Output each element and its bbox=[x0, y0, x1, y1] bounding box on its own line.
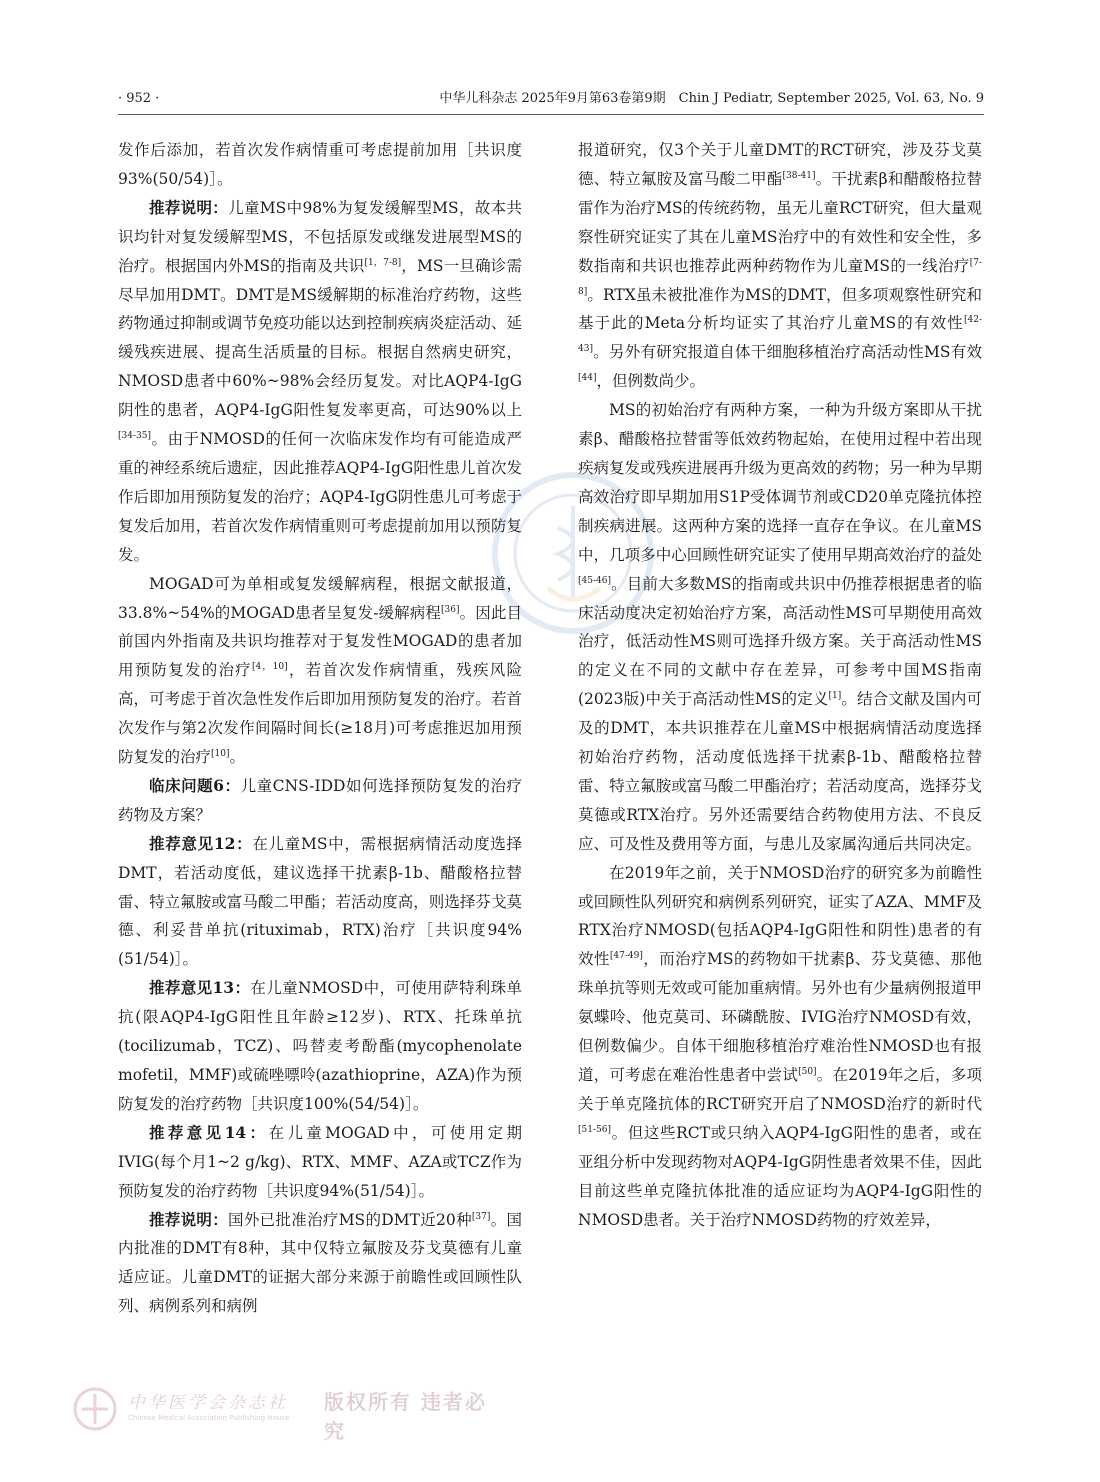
journal-citation: 中华儿科杂志 2025年9月第63卷第9期 Chin J Pediatr, September 2025, Vol. 63, No. 9 bbox=[439, 91, 984, 106]
bold-lead: 推荐意见12： bbox=[149, 833, 253, 853]
paragraph-text: 。结合文献及国内可及的DMT，本共识推荐在儿童MS中根据病情活动度选择初始治疗药物，活动度低选择干扰素β-1b、醋酸格拉替雷、特立氟胺或富马酸二甲酯治疗；若活动度高，选择芬戈莫德或RTX治疗。另外还需要结合药物使用方法、不良反应、可及性及费用等方面，与患儿及家属沟通后共同决定。 bbox=[578, 690, 982, 853]
paragraph bbox=[118, 194, 522, 570]
paragraph-text: 在儿童NMOSD中，可使用萨特利珠单抗(限AQP4-IgG阳性且年龄≥12岁)、RTX、托珠单抗(tocilizumab，TCZ)、吗替麦考酚酯(mycophenolate mofetil，MMF)或硫唑嘌呤(azathioprine，AZA)作为预防复发的治疗药物［共识度100%(54/54)］。 bbox=[118, 979, 522, 1113]
paragraph bbox=[578, 859, 982, 1235]
paragraph-text: 发作后添加，若首次发作病情重可考虑提前加用［共识度93%(50/54)］。 bbox=[118, 141, 522, 188]
paragraph-text: ，但例数尚少。 bbox=[596, 372, 705, 391]
paragraph-text: 。另外有研究报道自体干细胞移植治疗高活动性MS有效 bbox=[592, 343, 982, 362]
paragraph-text: MOGAD可为单相或复发缓解病程，根据文献报道，33.8%~54%的MOGAD患者呈复发-缓解病程 bbox=[118, 574, 522, 622]
publisher-watermark bbox=[70, 1384, 490, 1444]
bold-lead: 推荐意见14： bbox=[149, 1122, 269, 1142]
paragraph-text: 。由于NMOSD的任何一次临床发作均有可能造成严重的神经系统后遗症，因此推荐AQP4-IgG阳性患儿首次发作后即加用预防复发的治疗；AQP4-IgG阴性患儿可考虑于复发后加用，若首次发作病情重则可考虑提前加用以预防复发。 bbox=[118, 430, 522, 564]
citation-ref: [10] bbox=[211, 749, 230, 760]
paragraph bbox=[578, 136, 982, 396]
publisher-name-en: Chinese Medical Association Publishing House bbox=[128, 1414, 290, 1422]
citation-ref: [45-46] bbox=[578, 575, 611, 586]
citation-ref: [50] bbox=[798, 1067, 817, 1077]
paragraph bbox=[118, 1206, 522, 1322]
paragraph-text: 。干扰素β和醋酸格拉替雷作为治疗MS的传统药物，虽无儿童RCT研究，但大量观察性研究证实了其在儿童MS治疗中的有效性和安全性，多数指南和共识也推荐此两种药物作为儿童MS的一线治疗 bbox=[578, 169, 982, 275]
paragraph bbox=[118, 830, 522, 975]
paragraph-text: 国外已批准治疗MS的DMT近20种 bbox=[228, 1210, 472, 1229]
citation-ref: [38-41] bbox=[782, 170, 816, 181]
paragraph bbox=[118, 974, 522, 1119]
publisher-logo-icon bbox=[70, 1384, 120, 1434]
bold-lead: 推荐说明： bbox=[149, 197, 229, 217]
citation-ref: [47-49] bbox=[609, 951, 643, 962]
paragraph-text: 。在2019年之后，多项关于单克隆抗体的RCT研究开启了NMOSD治疗的新时代 bbox=[578, 1066, 982, 1113]
paragraph-text: 。目前大多数MS的指南或共识中仍推荐根据患者的临床活动度决定初始治疗方案，高活动性MS可早期使用高效治疗，低活动性MS则可选择升级方案。关于高活动性MS的定义在不同的文献中存在差异，可参考中国MS指南(2023版)中关于高活动性MS的定义 bbox=[578, 574, 982, 709]
paragraph-text: ，若首次发作病情重，残疾风险高，可考虑于首次急性发作后即加用预防复发的治疗。若首次发作与第2次发作间隔时间长(≥18月)可考虑推迟加用预防复发的治疗 bbox=[118, 661, 522, 767]
paragraph bbox=[118, 570, 522, 772]
paragraph-text: 在儿童MOGAD中，可使用定期IVIG(每个月1~2 g/kg)、RTX、MMF、AZA或TCZ作为预防复发的治疗药物［共识度94%(51/54)］。 bbox=[118, 1123, 522, 1200]
bold-lead: 推荐意见13： bbox=[149, 978, 251, 998]
citation-ref: [36] bbox=[441, 604, 460, 615]
paragraph-text: 儿童CNS-IDD如何选择预防复发的治疗药物及方案？ bbox=[118, 776, 522, 824]
paragraph-text: 。但这些RCT或只纳入AQP4-IgG阳性的患者，或在亚组分析中发现药物对AQP4-IgG阴性患者效果不佳，因此目前这些单克隆抗体批准的适应证均为AQP4-IgG阳性的NMOSD患者。关于治疗NMOSD药物的疗效差异， bbox=[578, 1123, 982, 1229]
paragraph-text: 报道研究，仅3个关于儿童DMT的RCT研究，涉及芬戈莫德、特立氟胺及富马酸二甲酯 bbox=[578, 141, 982, 188]
header-rule bbox=[118, 114, 984, 115]
paragraph bbox=[118, 136, 522, 194]
citation-ref: [1] bbox=[828, 691, 842, 702]
copyright-mark: 版权所有 违者必究 bbox=[324, 1390, 487, 1443]
paragraph-text: ，而治疗MS的药物如干扰素β、芬戈莫德、那他珠单抗等则无效或可能加重病情。另外也有少量病例报道甲氨蝶呤、他克莫司、环磷酰胺、IVIG治疗NMOSD有效，但例数偏少。自体干细胞移植治疗难治性NMOSD也有报道，可考虑在难治性患者中尝试 bbox=[578, 950, 982, 1084]
bold-lead: 推荐说明： bbox=[149, 1209, 229, 1229]
citation-ref: [4，10] bbox=[251, 662, 288, 673]
citation-ref: [51-56] bbox=[578, 1124, 611, 1135]
paragraph-text: 。RTX虽未被批准作为MS的DMT，但多项观察性研究和基于此的Meta分析均证实了其治疗儿童MS的有效性 bbox=[578, 285, 982, 333]
publisher-name-cn: 中华医学会杂志社 bbox=[128, 1393, 288, 1413]
paragraph-text: MS的初始治疗有两种方案，一种为升级方案即从干扰素β、醋酸格拉替雷等低效药物起始，在使用过程中若出现疾病复发或残疾进展再升级为更高效的药物；另一种为早期高效治疗即早期加用S1P受体调节剂或CD20单克隆抗体控制疾病进展。这两种方案的选择一直存在争议。在儿童MS中，几项多中心回顾性研究证实了使用早期高效治疗的益处 bbox=[578, 401, 982, 564]
paragraph bbox=[118, 1119, 522, 1206]
right-column bbox=[578, 136, 982, 1234]
paragraph bbox=[578, 396, 982, 859]
paragraph-text: 。国内批准的DMT有8种，其中仅特立氟胺及芬戈莫德有儿童适应证。儿童DMT的证据大部分来源于前瞻性或回顾性队列、病例系列和病例 bbox=[118, 1210, 522, 1316]
citation-ref: [37] bbox=[471, 1211, 491, 1222]
bold-lead: 临床问题6： bbox=[149, 775, 241, 795]
left-column bbox=[118, 136, 522, 1321]
paragraph bbox=[118, 772, 522, 830]
paragraph-text: 。 bbox=[229, 748, 246, 767]
citation-ref: [7-8] bbox=[578, 257, 982, 297]
citation-ref: [44] bbox=[578, 373, 597, 384]
paragraph-text: 儿童MS中98%为复发缓解型MS，故本共识均针对复发缓解型MS，不包括原发或继发进展型MS的治疗。根据国内外MS的指南及共识 bbox=[118, 198, 522, 275]
paragraph-text: 。因此目前国内外指南及共识均推荐对于复发性MOGAD的患者加用预防复发的治疗 bbox=[118, 603, 522, 680]
citation-ref: [42-43] bbox=[578, 315, 982, 355]
page-number: · 952 · bbox=[118, 91, 160, 106]
paragraph-text: 在儿童MS中，需根据病情活动度选择DMT，若活动度低，建议选择干扰素β-1b、醋酸格拉替雷、特立氟胺或富马酸二甲酯；若活动度高，则选择芬戈莫德、利妥昔单抗(rituximab，RTX)治疗［共识度94%(51/54)］。 bbox=[118, 834, 522, 969]
running-header bbox=[118, 88, 984, 110]
paragraph-text: ，MS一旦确诊需尽早加用DMT。DMT是MS缓解期的标准治疗药物，这些药物通过抑制或调节免疫功能以达到控制疾病炎症活动、延缓残疾进展、提高生活质量的目标。根据自然病史研究，NMOSD患者中60%~98%会经历复发。对比AQP4-IgG阴性的患者，AQP4-IgG阳性复发率更高，可达90%以上 bbox=[118, 256, 522, 420]
paragraph-text: 在2019年之前，关于NMOSD治疗的研究多为前瞻性或回顾性队列研究和病例系列研究，证实了AZA、MMF及RTX治疗NMOSD(包括AQP4-IgG阳性和阴性)患者的有效性 bbox=[578, 863, 982, 969]
citation-ref: [34-35] bbox=[118, 431, 151, 442]
citation-ref: [1，7-8] bbox=[364, 257, 402, 268]
